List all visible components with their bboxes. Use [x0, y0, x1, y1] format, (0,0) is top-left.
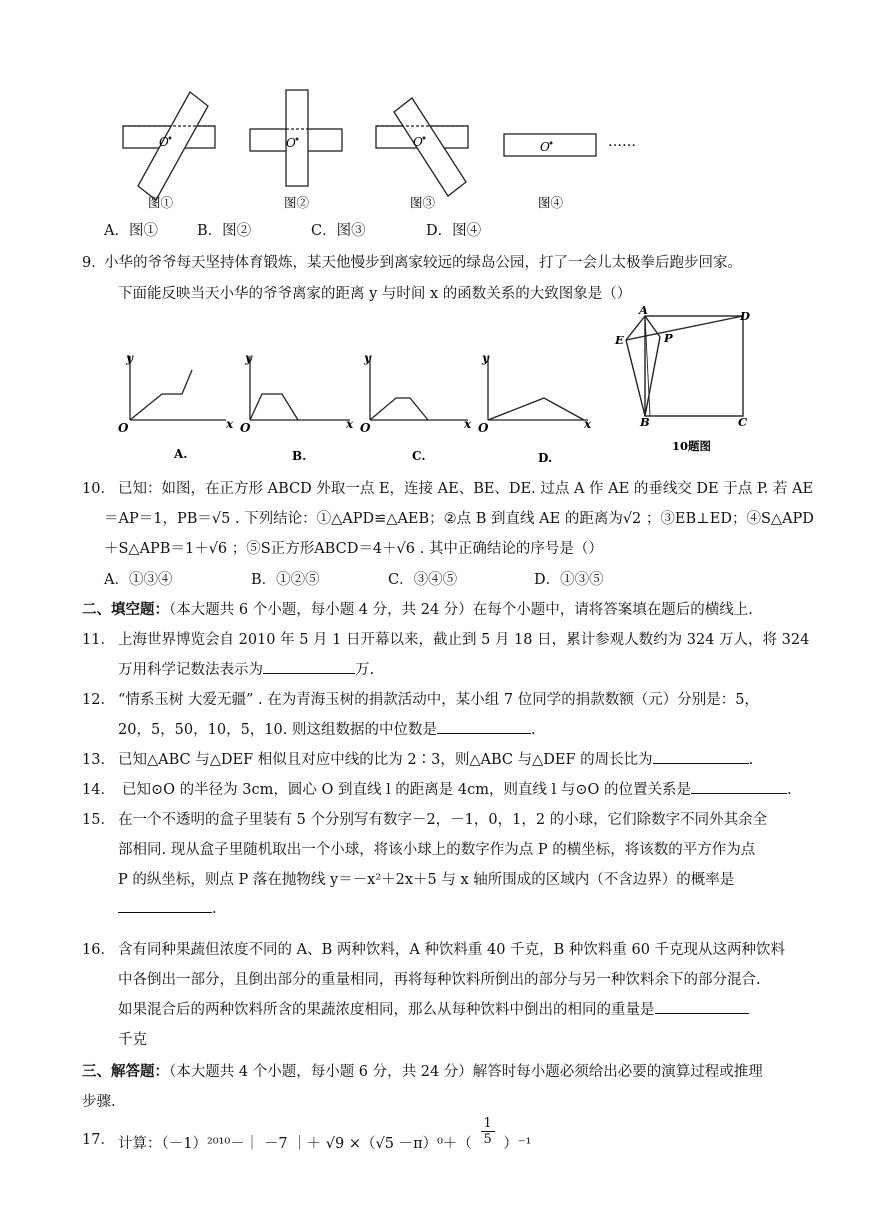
section2-title: 二、填空题：: [82, 601, 169, 618]
svg-text:y: y: [245, 351, 252, 365]
q9-graphs: [118, 348, 608, 466]
q12-answer-blank[interactable]: [437, 719, 531, 734]
q14-answer-blank[interactable]: [691, 779, 787, 794]
q8-option-d: D．图④: [426, 223, 482, 239]
q15-line3: P 的纵坐标，则点 P 落在抛物线 y＝－x²＋2x＋5 与 x 轴所围成的区域内（不含边界）的概率是: [118, 872, 735, 888]
q10-line1: 已知：如图，在正方形 ABCD 外取一点 E，连接 AE、BE、DE. 过点 A 作 AE 的垂线交 DE 于点 P. 若 AE: [118, 481, 814, 497]
q12-line1: “情系玉树 大爱无疆” . 在为青海玉树的捐款活动中，某小组 7 位同学的捐款数额（元）分别是：5，: [118, 692, 759, 708]
svg-text:O: O: [478, 421, 489, 435]
q13-number: 13．: [82, 752, 115, 768]
q14-number: 14．: [82, 782, 115, 798]
q16-number: 16．: [82, 942, 115, 958]
q15-line2: 部相同. 现从盒子里随机取出一个小球，将该小球上的数字作为点 P 的横坐标，将该数的平方作为点: [118, 842, 756, 858]
svg-text:O: O: [360, 421, 371, 435]
fig-caption-4: 图④: [538, 195, 564, 210]
q14-text: 已知⊙O 的半径为 3cm，圆心 O 到直线 l 的距离是 4cm，则直线 l 与⊙O 的位置关系是 .: [122, 778, 792, 799]
section3-desc: （本大题共 4 个小题，每小题 6 分，共 24 分）解答时每小题必须给出必要的演算过程或推理: [169, 1064, 763, 1080]
svg-text:O: O: [286, 136, 296, 150]
q10-option-a: A．①③④: [104, 572, 173, 588]
q12-number: 12．: [82, 692, 115, 708]
q10-figure: [612, 300, 772, 455]
q15-answer-blank[interactable]: [118, 898, 212, 913]
svg-text:y: y: [126, 351, 133, 365]
q15-number: 15．: [82, 812, 115, 828]
fraction-one-fifth: $\frac{1}{5}$: [481, 1116, 495, 1147]
svg-text:B: B: [640, 415, 650, 429]
q16-line2: 中各倒出一部分，且倒出部分的重量相同，再将每种饮料所倒出的部分与另一种饮料余下的部分混合.: [118, 972, 761, 988]
q8-figures: [108, 82, 668, 217]
q9-line2: 下面能反映当天小华的爷爷离家的距离 y 与时间 x 的函数关系的大致图象是（）: [118, 286, 632, 302]
svg-text:O: O: [540, 140, 550, 154]
q11-answer-blank[interactable]: [263, 659, 355, 674]
svg-text:y: y: [364, 351, 371, 365]
section2-heading: [82, 598, 753, 619]
section2-desc: （本大题共 6 个小题，每小题 4 分，共 24 分）在每个小题中，请将答案填在题后的横线上.: [169, 602, 753, 618]
q12-line2: 20，5，50，10，5，10. 则这组数据的中位数是 .: [118, 718, 536, 739]
q9-line1: 小华的爷爷每天坚持体育锻炼，某天他慢步到离家较远的绿岛公园，打了一会儿太极拳后跑步回家。: [104, 255, 742, 271]
graph-label-a: A.: [174, 447, 188, 461]
svg-text:O: O: [159, 135, 169, 149]
svg-text:C: C: [738, 415, 748, 429]
q10-option-c: C．③④⑤: [388, 572, 458, 588]
svg-text:A: A: [639, 303, 648, 317]
q10-number: 10．: [82, 481, 115, 497]
q11-line1: 上海世界博览会自 2010 年 5 月 1 日开幕以来，截止到 5 月 18 日，累计参观人数约为 324 万人，将 324: [118, 632, 810, 648]
q15-line1: 在一个不透明的盒子里装有 5 个分别写有数字－2，－1，0，1，2 的小球，它们除数字不同外其余全: [118, 812, 768, 828]
q15-line4: .: [118, 898, 217, 917]
q10-line3: ＋S△APB＝1＋√6 ；⑤S正方形ABCD＝4＋√6 . 其中正确结论的序号是（）: [104, 541, 603, 557]
svg-text:x: x: [226, 417, 234, 431]
svg-text:P: P: [664, 331, 673, 345]
section3-heading: [82, 1060, 763, 1081]
svg-text:D: D: [740, 309, 750, 323]
q16-line1: 含有同种果蔬但浓度不同的 A、B 两种饮料，A 种饮料重 40 千克，B 种饮料重 60 千克现从这两种饮料: [118, 942, 786, 958]
svg-text:E: E: [615, 333, 624, 347]
q17-expression: 计算：（－1）²⁰¹⁰－｜ －7 ｜＋ √9 ×（√5 －π）⁰＋（ $\frac{1}{5}$ ）⁻¹: [118, 1116, 532, 1152]
q11-line2: 万用科学记数法表示为 万.: [118, 658, 374, 679]
q16-line3: 如果混合后的两种饮料所含的果蔬浓度相同，那么从每种饮料中倒出的相同的重量是: [118, 998, 749, 1019]
q9-number: 9．: [82, 255, 106, 271]
svg-text:x: x: [584, 417, 592, 431]
q16-line4: 千克: [118, 1032, 147, 1048]
q8-option-a: A．图①: [104, 223, 158, 239]
q10-line2: ＝AP＝1，PB＝√5 . 下列结论：①△APD≌△AEB；②点 B 到直线 AE 的距离为√2 ；③EB⊥ED；④S△APD: [104, 511, 814, 527]
svg-text:……: ……: [608, 134, 636, 150]
fig-caption-3: 图③: [410, 195, 436, 210]
fig-caption-1: 图①: [148, 195, 174, 210]
svg-text:x: x: [346, 417, 354, 431]
graph-label-c: C.: [412, 449, 426, 463]
q10-option-b: B．①②⑤: [251, 572, 320, 588]
q17-number: 17．: [82, 1132, 115, 1148]
q16-answer-blank[interactable]: [655, 999, 749, 1014]
svg-text:O: O: [118, 421, 129, 435]
svg-text:y: y: [482, 351, 489, 365]
q10-figure-caption: 10题图: [672, 439, 712, 453]
svg-text:x: x: [464, 417, 472, 431]
q8-option-b: B．图②: [197, 223, 252, 239]
q13-text: 已知△ABC 与△DEF 相似且对应中线的比为 2∶3，则△ABC 与△DEF 的周长比为 .: [118, 748, 753, 769]
section3-desc2: 步骤.: [82, 1094, 116, 1110]
svg-text:O: O: [240, 421, 251, 435]
q8-option-c: C．图③: [311, 223, 366, 239]
q11-number: 11．: [82, 632, 115, 648]
fig-caption-2: 图②: [284, 195, 310, 210]
q10-option-d: D．①③⑤: [534, 572, 604, 588]
graph-label-d: D.: [538, 451, 553, 465]
svg-text:O: O: [413, 135, 423, 149]
graph-label-b: B.: [292, 449, 307, 463]
section3-title: 三、解答题：: [82, 1063, 169, 1080]
q13-answer-blank[interactable]: [653, 749, 749, 764]
